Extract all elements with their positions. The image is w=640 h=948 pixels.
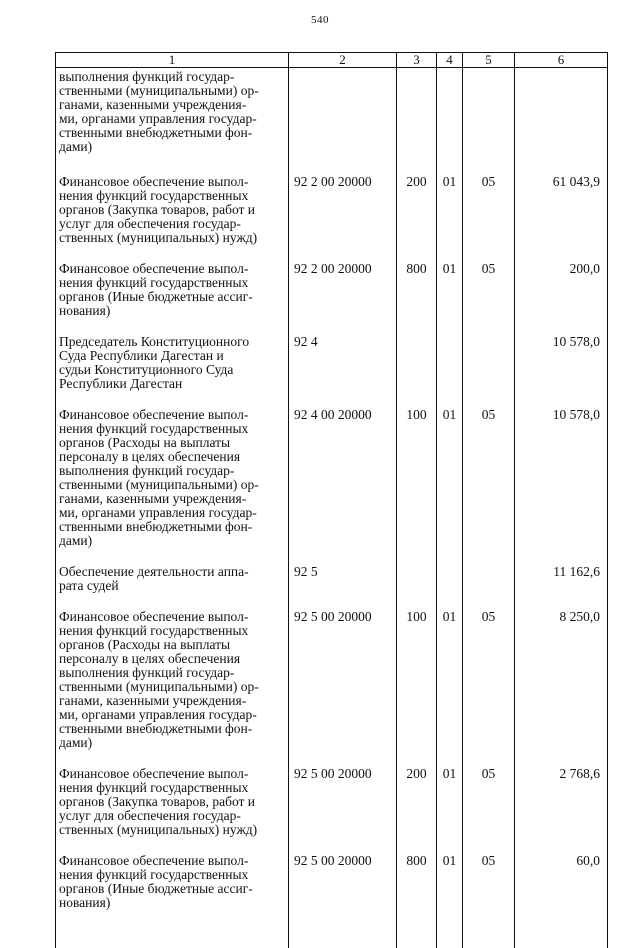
row-name-line: дами): [59, 736, 284, 750]
table-row: [56, 334, 608, 407]
row-name-line: дами): [59, 534, 284, 548]
row-name-line: органов (Закупка товаров, работ и: [59, 203, 284, 217]
table-row: [56, 68, 608, 175]
table-row: [56, 853, 608, 948]
row-name-line: персоналу в целях обеспечения: [59, 652, 284, 666]
row-expense-type-cell: 100: [397, 609, 437, 766]
row-amount-cell: 8 250,0: [515, 609, 608, 766]
row-expense-type-cell: [397, 564, 437, 609]
header-row: [56, 53, 608, 68]
row-subsection-cell: 05: [463, 407, 515, 564]
row-code-cell: 92 5 00 20000: [289, 609, 397, 766]
row-subsection-cell: 05: [463, 853, 515, 948]
row-code-cell: 92 5 00 20000: [289, 766, 397, 853]
row-amount-cell: 200,0: [515, 261, 608, 334]
row-code-cell: 92 2 00 20000: [289, 261, 397, 334]
row-amount-cell: [515, 68, 608, 175]
row-name-line: Республики Дагестан: [59, 377, 284, 391]
row-name-line: ганами, казенными учреждения-: [59, 492, 284, 506]
row-amount-cell: 61 043,9: [515, 174, 608, 261]
row-name-line: Обеспечение деятельности аппа-: [59, 565, 284, 579]
row-name-cell: [56, 68, 289, 175]
row-name-cell: [56, 766, 289, 853]
budget-table: [55, 52, 608, 948]
row-expense-type-cell: 800: [397, 261, 437, 334]
row-name-line: Финансовое обеспечение выпол-: [59, 175, 284, 189]
row-section-cell: 01: [437, 766, 463, 853]
row-section-cell: [437, 564, 463, 609]
row-name-line: судьи Конституционного Суда: [59, 363, 284, 377]
header-col-4: 4: [437, 53, 463, 68]
row-name-line: услуг для обеспечения государ-: [59, 217, 284, 231]
row-name-line: органов (Иные бюджетные ассиг-: [59, 882, 284, 896]
row-name-line: ственными внебюджетными фон-: [59, 722, 284, 736]
row-amount-cell: 60,0: [515, 853, 608, 948]
table-row: [56, 766, 608, 853]
row-name-line: ственными (муниципальными) ор-: [59, 680, 284, 694]
row-subsection-cell: 05: [463, 766, 515, 853]
row-section-cell: [437, 334, 463, 407]
row-section-cell: 01: [437, 609, 463, 766]
row-name-line: выполнения функций государ-: [59, 70, 284, 84]
table-body: [56, 68, 608, 948]
row-code-cell: 92 4: [289, 334, 397, 407]
row-name-line: Финансовое обеспечение выпол-: [59, 262, 284, 276]
table-header: [56, 53, 608, 68]
table-row: [56, 564, 608, 609]
row-section-cell: 01: [437, 174, 463, 261]
row-name-line: ственными (муниципальными) ор-: [59, 478, 284, 492]
table-row: [56, 174, 608, 261]
row-amount-cell: 10 578,0: [515, 334, 608, 407]
row-name-line: органов (Закупка товаров, работ и: [59, 795, 284, 809]
header-col-6: 6: [515, 53, 608, 68]
row-name-line: органов (Расходы на выплаты: [59, 638, 284, 652]
row-name-line: ственных (муниципальных) нужд): [59, 823, 284, 837]
row-name-cell: [56, 853, 289, 948]
row-expense-type-cell: [397, 68, 437, 175]
row-name-line: выполнения функций государ-: [59, 464, 284, 478]
row-expense-type-cell: [397, 334, 437, 407]
row-code-cell: [289, 68, 397, 175]
row-name-line: нения функций государственных: [59, 276, 284, 290]
row-name-line: органов (Иные бюджетные ассиг-: [59, 290, 284, 304]
row-code-cell: 92 5 00 20000: [289, 853, 397, 948]
row-expense-type-cell: 100: [397, 407, 437, 564]
row-name-cell: [56, 334, 289, 407]
row-name-line: ственных (муниципальных) нужд): [59, 231, 284, 245]
row-code-cell: 92 2 00 20000: [289, 174, 397, 261]
page-number: 540: [0, 14, 640, 26]
row-name-line: рата судей: [59, 579, 284, 593]
row-name-line: ганами, казенными учреждения-: [59, 98, 284, 112]
row-name-line: Финансовое обеспечение выпол-: [59, 767, 284, 781]
row-name-cell: [56, 609, 289, 766]
row-amount-cell: 2 768,6: [515, 766, 608, 853]
row-subsection-cell: 05: [463, 261, 515, 334]
row-name-line: ганами, казенными учреждения-: [59, 694, 284, 708]
table-row: [56, 609, 608, 766]
row-name-cell: [56, 174, 289, 261]
row-name-line: ственными (муниципальными) ор-: [59, 84, 284, 98]
row-name-line: Суда Республики Дагестан и: [59, 349, 284, 363]
row-subsection-cell: [463, 564, 515, 609]
row-name-line: нения функций государственных: [59, 189, 284, 203]
row-code-cell: 92 5: [289, 564, 397, 609]
row-amount-cell: 10 578,0: [515, 407, 608, 564]
row-name-line: ственными внебюджетными фон-: [59, 126, 284, 140]
header-col-5: 5: [463, 53, 515, 68]
row-name-cell: [56, 407, 289, 564]
row-name-line: персоналу в целях обеспечения: [59, 450, 284, 464]
row-section-cell: 01: [437, 407, 463, 564]
row-name-line: ственными внебюджетными фон-: [59, 520, 284, 534]
row-name-line: нования): [59, 304, 284, 318]
row-name-line: нения функций государственных: [59, 868, 284, 882]
row-name-cell: [56, 261, 289, 334]
row-name-line: выполнения функций государ-: [59, 666, 284, 680]
row-name-line: нования): [59, 896, 284, 910]
row-name-line: нения функций государственных: [59, 781, 284, 795]
row-name-line: Финансовое обеспечение выпол-: [59, 408, 284, 422]
header-col-3: 3: [397, 53, 437, 68]
row-section-cell: [437, 68, 463, 175]
row-name-line: Финансовое обеспечение выпол-: [59, 610, 284, 624]
row-code-cell: 92 4 00 20000: [289, 407, 397, 564]
row-expense-type-cell: 200: [397, 174, 437, 261]
row-subsection-cell: [463, 68, 515, 175]
row-name-line: нения функций государственных: [59, 422, 284, 436]
header-col-2: 2: [289, 53, 397, 68]
table-row: [56, 261, 608, 334]
row-name-cell: [56, 564, 289, 609]
table-row: [56, 407, 608, 564]
row-name-line: органов (Расходы на выплаты: [59, 436, 284, 450]
row-name-line: ми, органами управления государ-: [59, 708, 284, 722]
row-name-line: Председатель Конституционного: [59, 335, 284, 349]
row-name-line: ми, органами управления государ-: [59, 112, 284, 126]
header-col-1: 1: [56, 53, 289, 68]
row-subsection-cell: 05: [463, 609, 515, 766]
row-amount-cell: 11 162,6: [515, 564, 608, 609]
row-subsection-cell: 05: [463, 174, 515, 261]
row-section-cell: 01: [437, 261, 463, 334]
row-name-line: дами): [59, 140, 284, 154]
row-name-line: услуг для обеспечения государ-: [59, 809, 284, 823]
row-name-line: нения функций государственных: [59, 624, 284, 638]
row-subsection-cell: [463, 334, 515, 407]
row-name-line: ми, органами управления государ-: [59, 506, 284, 520]
row-section-cell: 01: [437, 853, 463, 948]
row-expense-type-cell: 800: [397, 853, 437, 948]
row-name-line: Финансовое обеспечение выпол-: [59, 854, 284, 868]
row-expense-type-cell: 200: [397, 766, 437, 853]
